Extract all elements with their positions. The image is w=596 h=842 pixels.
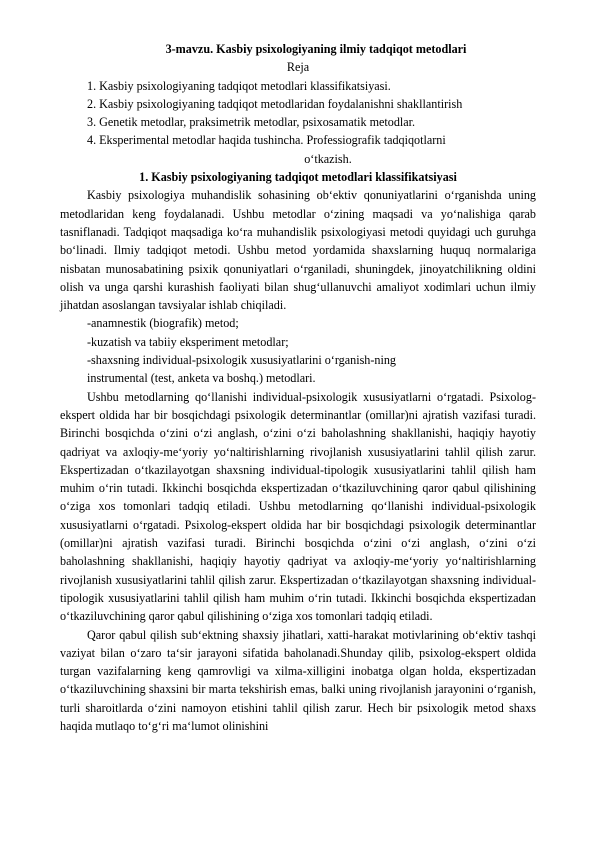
plan-label: Reja <box>286 60 310 75</box>
method-list-item: -kuzatish va tabiiy eksperiment metodlar; <box>87 334 289 349</box>
document-title: 3-mavzu. Kasbiy psixologiyaning ilmiy tadqiqot metodlari <box>165 42 467 56</box>
plan-item: 2. Kasbiy psixologiyaning tadqiqot metodlaridan foydalanishni shakllantirish <box>87 96 463 111</box>
body-paragraph: Ushbu metodlarning qo‘llanishi individual-psixologik xususiyatlarni o‘rgatadi. Psixolog-ekspert oldida har bir bosqichdagi psixologik determinantlar (omillar)ni ajratish vazifasi turadi. Birinchi bosqichda o‘zini o‘zi anglash, o‘zini o‘zi baholashning shakllanishi, haqiqiy hayotiy qadriyat va axloqiy-me‘yoriy yo‘naltirishlarning rivojlanish xususiyatlarini tahlil qilish zarur. Ekspertizadan o‘tkazilayotgan shaxsning individual-tipologik xususiyatlarini tahlil qilish ham muhim o‘rin tutadi. Ikkinchi bosqichda ekspertizadan o‘tkaziluvchining qaror qabul qilishining o‘ziga xos tomonlari tadqiq etiladi. Ushbu metodlarning qo‘llanishi individual-psixologik xususiyatlarni o‘rgatadi. Psixolog-ekspert oldida har bir bosqichdagi psixologik determinantlar (omillar)ni ajratish vazifasi turadi. Birinchi bosqichda o‘zini o‘zi anglash, o‘zini o‘zi baholashning shakllanishi, haqiqiy hayotiy qadriyat va axloqiy-me‘yoriy yo‘naltirishlarning rivojlanish xususiyatlarini tahlil qilish zarur. Ekspertizadan o‘tkazilayotgan shaxsning individual-tipologik xususiyatlarini tahlil qilish ham muhim o‘rin tutadi. Ikkinchi bosqichda ekspertizadan o‘tkaziluvchining qaror qabul qilishining o‘ziga xos tomonlari tadqiq etiladi. <box>60 389 536 624</box>
method-list-item: -anamnestik (biografik) metod; <box>87 316 239 331</box>
method-list-item: instrumental (test, anketa va boshq.) metodlari. <box>87 371 316 386</box>
plan-item-continuation: o‘tkazish. <box>304 151 352 166</box>
plan-item: 4. Eksperimental metodlar haqida tushincha. Professiografik tadqiqotlarni <box>87 133 446 148</box>
method-list-item: -shaxsning individual-psixologik xususiyatlarini o‘rganish-ning <box>87 353 396 368</box>
plan-item: 3. Genetik metodlar, praksimetrik metodlar, psixosamatik metodlar. <box>87 115 416 130</box>
body-paragraph: Kasbiy psixologiya muhandislik sohasining ob‘ektiv qonuniyatlarini o‘rganishda uning metodlaridan keng foydalanadi. Ushbu metodlar o‘zining maqsadi va yo‘nalishiga qarab tasniflanadi. Tadqiqot maqsadiga ko‘ra muhandislik psixologiyasi metodi quyidagi uch guruhga bo‘linadi. Ilmiy tadqiqot metodi. Ushbu metod yordamida shaxslarning huquq normalariga nisbatan munosabatining psixik qonuniyatlari o‘rganiladi, shuningdek, jinoyatchilikning oldini olish va unga qarshi kurashish faoliyati bilan shug‘ullanuvchi amaliyot xodimlari uchun ilmiy jihatdan asoslangan tavsiyalar ishlab chiqiladi. <box>60 188 536 313</box>
section-heading: 1. Kasbiy psixologiyaning tadqiqot metodlari klassifikatsiyasi <box>139 170 457 185</box>
body-paragraph: Qaror qabul qilish sub‘ektning shaxsiy jihatlari, xatti-harakat motivlarining ob‘ektiv tashqi vaziyat bilan o‘zaro ta‘sir jarayoni sifatida baholanadi.Shunday qilib, psixolog-ekspert oldida turgan vazifalarning keng qamrovligi va xilma-xilligini inobatga olgan holda, ekspertizadan o‘tkaziluvchining shaxsini bir marta tekshirish emas, balki uning rivojlanish jarayonini o‘rganish, turli sharoitlarda o‘zini namoyon etishini tahlil qilish zarur. Hech bir psixologik metod shaxs haqida mutlaqo to‘g‘ri ma‘lumot olinishini <box>60 627 536 733</box>
plan-item: 1. Kasbiy psixologiyaning tadqiqot metodlari klassifikatsiyasi. <box>87 78 391 93</box>
